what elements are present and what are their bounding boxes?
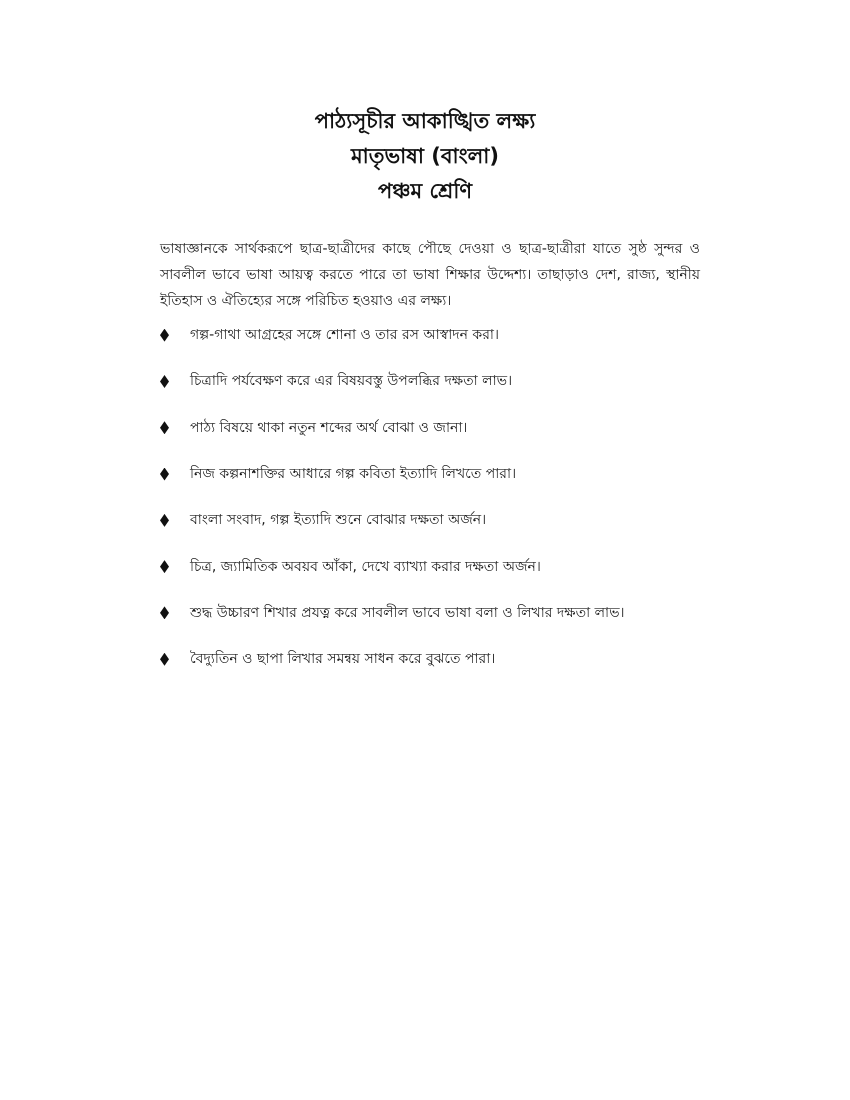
diamond-bullet-icon xyxy=(160,468,190,481)
diamond-bullet-icon xyxy=(160,606,190,619)
objective-text: চিত্র, জ্যামিতিক অবয়ব আঁকা, দেখে ব্যাখ্যা করার দক্ষতা অর্জন। xyxy=(190,558,541,575)
diamond-bullet-icon xyxy=(160,560,190,573)
objective-item xyxy=(160,590,720,636)
objective-text: নিজ কল্পনাশক্তির আধারে গল্প কবিতা ইত্যাদি লিখতে পারা। xyxy=(190,466,517,483)
objective-text: বাংলা সংবাদ, গল্প ইত্যাদি শুনে বোঝার দক্ষতা অর্জন। xyxy=(190,512,487,529)
title-line-curriculum-objectives: পাঠ্যসূচীর আকাঙ্খিত লক্ষ্য xyxy=(314,109,536,133)
objective-text: শুদ্ধ উচ্চারণ শিখার প্রযত্ন করে সাবলীল ভাবে ভাষা বলা ও লিখার দক্ষতা লাভ। xyxy=(190,604,625,621)
diamond-bullet-icon xyxy=(160,375,190,388)
objective-item xyxy=(160,358,720,404)
diamond-bullet-icon xyxy=(160,329,190,342)
document-title xyxy=(0,104,850,209)
objective-item xyxy=(160,451,720,497)
objective-item xyxy=(160,497,720,543)
objective-text: গল্প-গাথা আগ্রহের সঙ্গে শোনা ও তার রস আস্বাদন করা। xyxy=(190,327,499,344)
objective-item xyxy=(160,312,720,358)
diamond-bullet-icon xyxy=(160,421,190,434)
objective-item xyxy=(160,405,720,451)
objectives-list xyxy=(160,312,720,682)
diamond-bullet-icon xyxy=(160,653,190,666)
diamond-bullet-icon xyxy=(160,514,190,527)
intro-paragraph: ভাষাজ্ঞানকে সার্থকরূপে ছাত্র-ছাত্রীদের কাছে পৌছে দেওয়া ও ছাত্র-ছাত্রীরা যাতে সুষ্ঠ সুন্দর ও সাবলীল ভাবে ভাষা আয়ত্ব করতে পারে তা ভাষা শিক্ষার উদ্দেশ্য। তাছাড়াও দেশ, রাজ্য, স্থানীয় ইতিহাস ও ঐতিহ্যের সঙ্গে পরিচিত হওয়াও এর লক্ষ্য। xyxy=(160,241,700,309)
objective-text: পাঠ্য বিষয়ে থাকা নতুন শব্দের অর্থ বোঝা ও জানা। xyxy=(190,419,468,436)
objective-text: বৈদ্যুতিন ও ছাপা লিখার সমন্বয় সাধন করে বুঝতে পারা। xyxy=(190,651,496,668)
objective-item xyxy=(160,543,720,589)
objective-item xyxy=(160,636,720,682)
title-line-subject: মাতৃভাষা (বাংলা) xyxy=(351,144,499,168)
title-line-class: পঞ্চম শ্রেণি xyxy=(377,179,473,203)
objective-text: চিত্রাদি পর্যবেক্ষণ করে এর বিষয়বস্তু উপলব্ধির দক্ষতা লাভ। xyxy=(190,373,513,390)
